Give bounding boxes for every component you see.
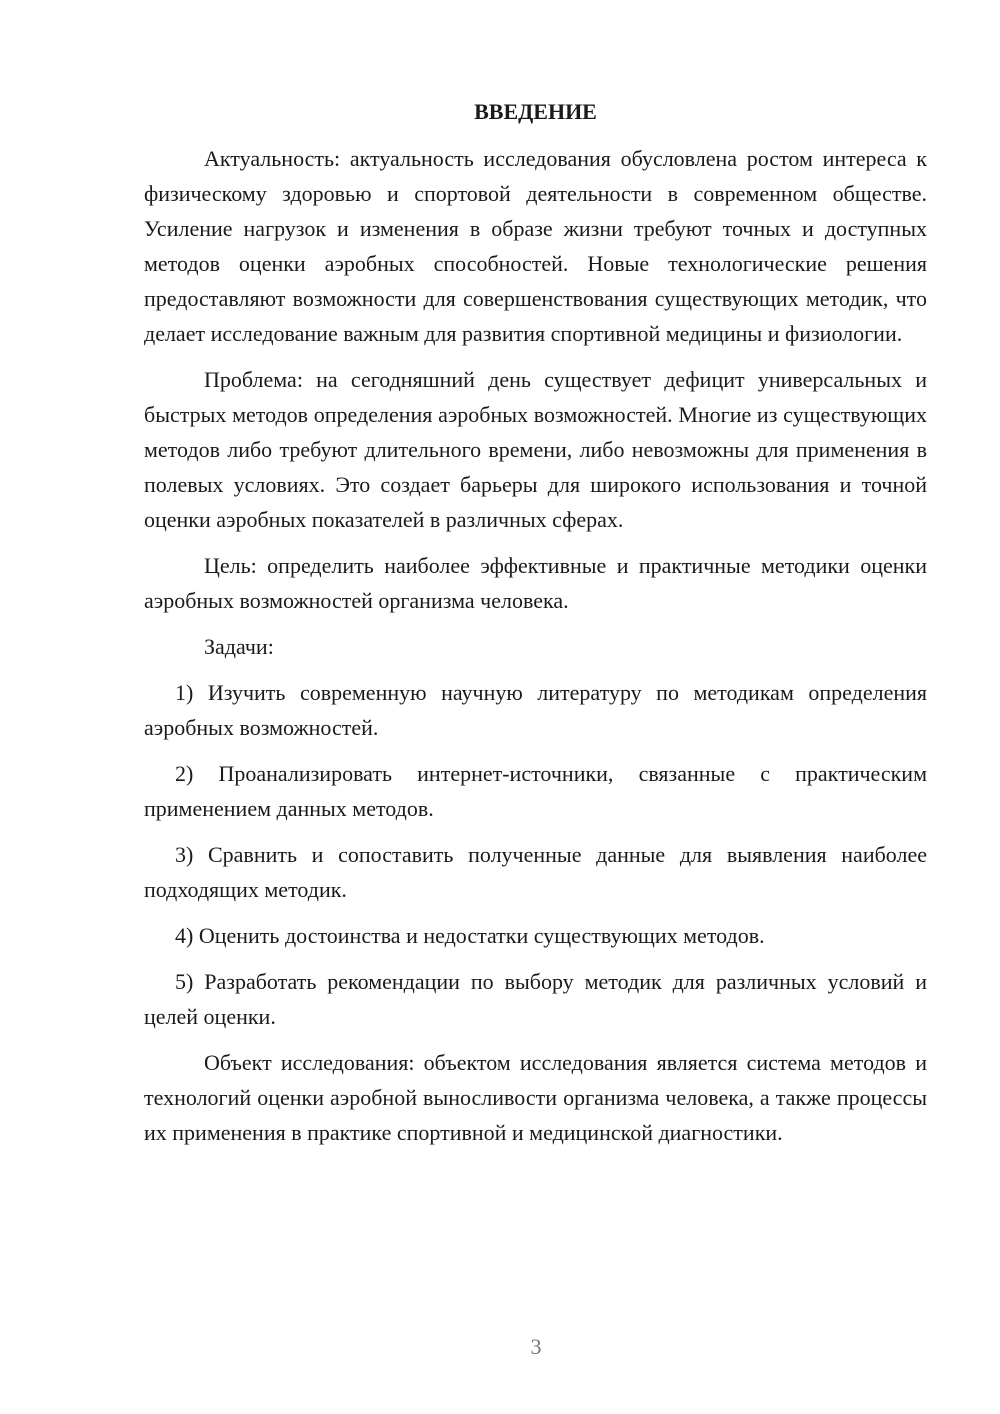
task-item: 4) Оценить достоинства и недостатки существующих методов. [175, 923, 765, 948]
task-item: 2) Проанализировать интернет-источники, связанные с практическим применением данных методов. [144, 761, 927, 821]
section-title: ВВЕДЕНИЕ [474, 99, 597, 124]
page-content [144, 94, 927, 1161]
relevance-paragraph: Актуальность: актуальность исследования обусловлена ростом интереса к физическому здоровью и спортовой деятельности в современном обществе. Усиление нагрузок и изменения в образе жизни требуют точных и доступных методов оценки аэробных способностей. Новые технологические решения предоставляют возможности для совершенствования существующих методик, что делает исследование важным для развития спортивной медицины и физиологии. [144, 146, 927, 346]
task-item: 5) Разработать рекомендации по выбору методик для различных условий и целей оценки. [144, 969, 927, 1029]
problem-paragraph: Проблема: на сегодняшний день существует дефицит универсальных и быстрых методов определения аэробных возможностей. Многие из существующих методов либо требуют длительного времени, либо невозможны для применения в полевых условиях. Это создает барьеры для широкого использования и точной оценки аэробных показателей в различных сферах. [144, 367, 927, 532]
task-item: 1) Изучить современную научную литературу по методикам определения аэробных возможностей. [144, 680, 927, 740]
page-number: 3 [530, 1334, 542, 1359]
tasks-heading: Задачи: [204, 634, 274, 659]
object-paragraph: Объект исследования: объектом исследования является система методов и технологий оценки аэробной выносливости организма человека, а также процессы их применения в практике спортивной и медицинской диагностики. [144, 1050, 927, 1145]
task-item: 3) Сравнить и сопоставить полученные данные для выявления наиболее подходящих методик. [144, 842, 927, 902]
goal-paragraph: Цель: определить наиболее эффективные и практичные методики оценки аэробных возможностей организма человека. [144, 553, 927, 613]
